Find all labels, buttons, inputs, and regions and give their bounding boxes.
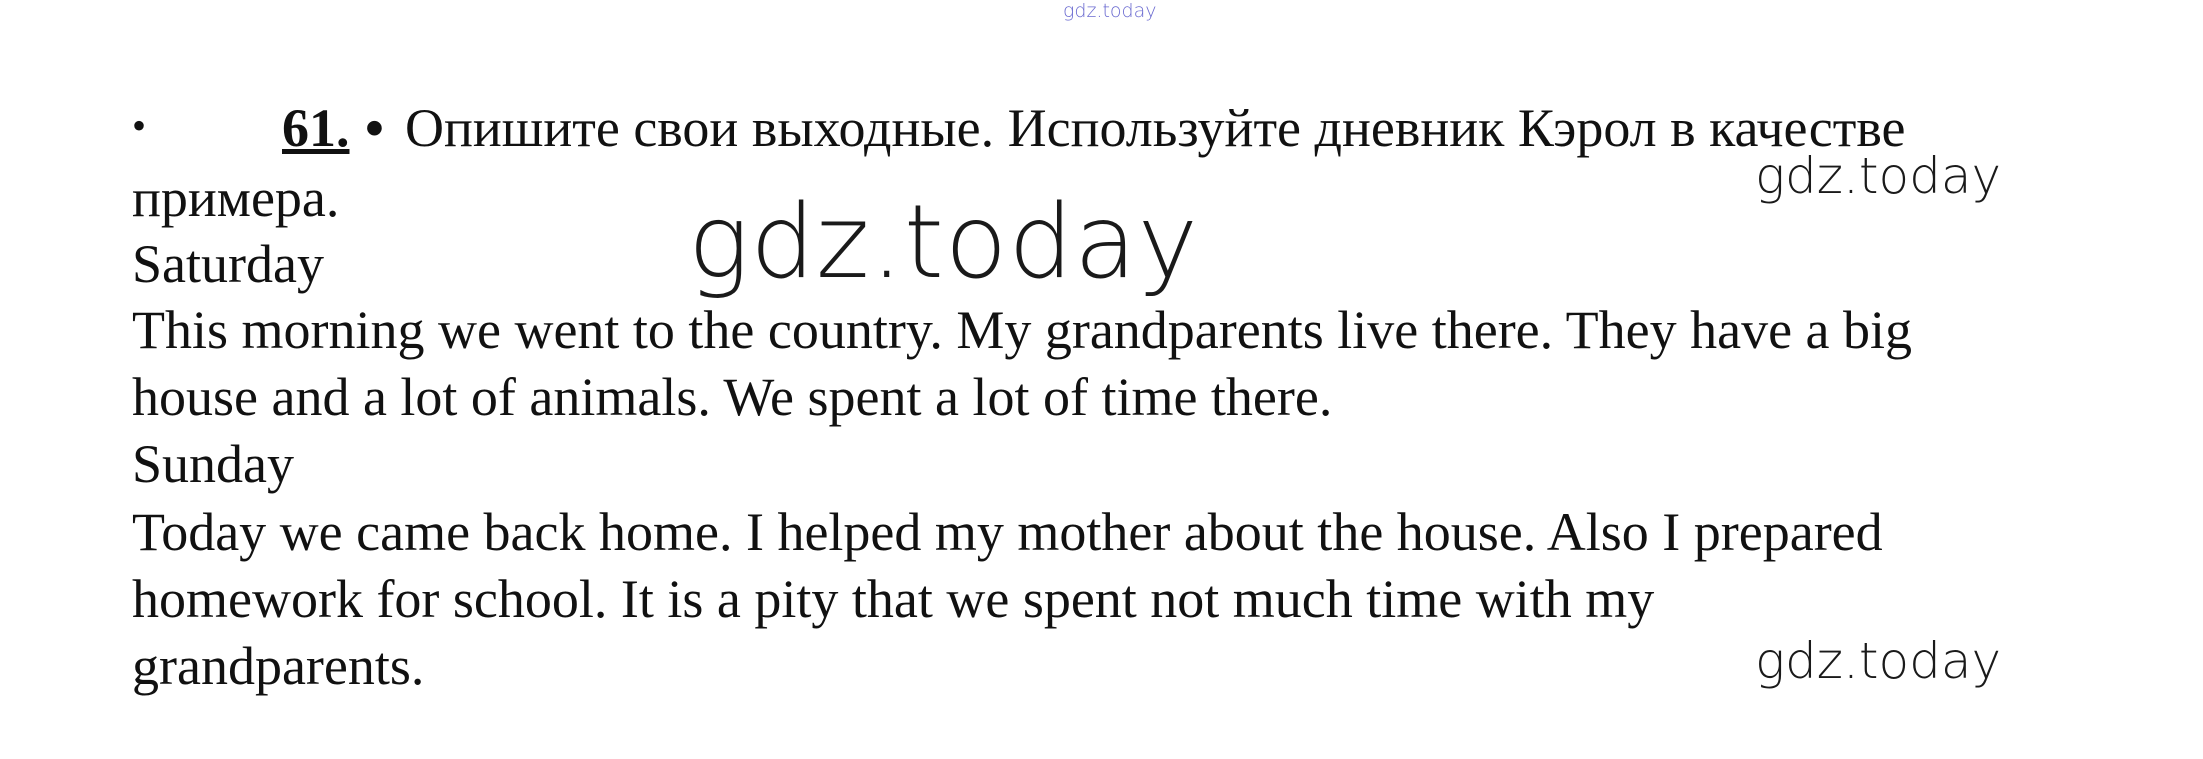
saturday-text-line: house and a lot of animals. We spent a lot of time there. — [132, 367, 1333, 427]
sunday-text-line: Today we came back home. I helped my mother about the house. Also I prepared — [132, 502, 1883, 562]
watermark-center: gdz.today — [688, 183, 1199, 302]
task-instruction: Опишите свои выходные. Используйте дневник Кэрол в качестве — [405, 98, 1906, 158]
task-number: 61. — [282, 98, 350, 158]
saturday-heading: Saturday — [132, 234, 324, 294]
watermark-right-upper: gdz.today — [1755, 147, 2002, 205]
sunday-heading: Sunday — [132, 434, 294, 494]
task-instruction-continued: примера. — [132, 168, 340, 228]
sunday-text-line: grandparents. — [132, 636, 425, 696]
saturday-text-line: This morning we went to the country. My grandparents live there. They have a big — [132, 300, 1913, 360]
task-bullet: • — [365, 98, 384, 158]
watermark-top: gdz.today — [1063, 0, 1157, 22]
watermark-right-lower: gdz.today — [1755, 632, 2002, 690]
list-bullet: • — [132, 103, 147, 148]
sunday-text-line: homework for school. It is a pity that we spent not much time with my — [132, 569, 1655, 629]
